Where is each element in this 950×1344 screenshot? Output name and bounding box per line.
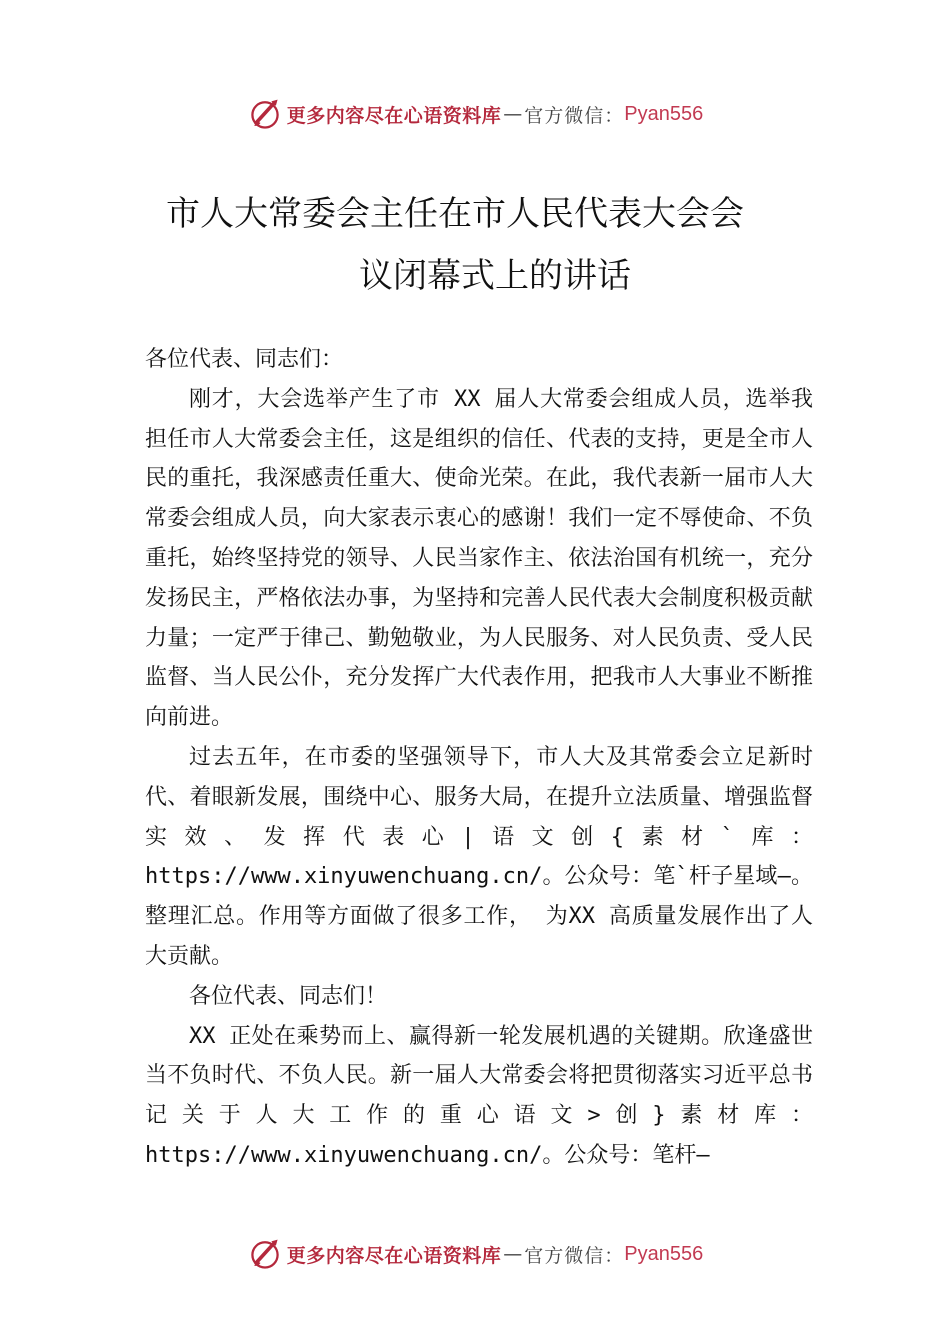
paragraph: 刚才，大会选举产生了市 XX 届人大常委会组成人员，选举我担任市人大常委会主任，这是组织的信任、代表的支持，更是全市人民的重托，我深感责任重大、使命光荣。在此，我代表新一届市人大常委会组成人员，向大家表示衷心的感谢！我们一定不辱使命、不负重托，始终坚持党的领导、人民当家作主、依法治国有机统一，充分发扬民主，严格依法办事，为坚持和完善人民代表大会制度积极贡献力量；一定严于律己、勤勉敬业，为人民服务、对人民负责、受人民监督、当人民公仆，充分发挥广大代表作用，把我市人大事业不断推向前进。 — [145, 386, 813, 731]
footer-wechat-label: 官方微信： — [524, 1244, 625, 1267]
brush-logo-icon — [247, 1236, 283, 1272]
paragraph: 过去五年，在市委的坚强领导下，市人大及其常委会立足新时代、着眼新发展，围绕中心、服务大局，在提升立法质量、增强监督实效、发挥代表心|语文创{素材`库：https://www.xinyuwenchuang.cn/。公众号：笔`杆子星域—。整理汇总。作用等方面做了很多工作， 为XX 高质量发展作出了人大贡献。 — [145, 744, 813, 969]
header-wechat-label: 官方微信： — [524, 104, 625, 127]
footer-watermark — [0, 1234, 950, 1274]
footer-wechat-id: Pyan556 — [624, 1242, 704, 1265]
brush-logo-icon — [247, 96, 283, 132]
header-separator: — — [503, 103, 523, 125]
footer-slogan: 更多内容尽在心语资料库 — [286, 1244, 502, 1267]
document-title-line1: 市人大常委会主任在市人民代表大会会 — [166, 194, 744, 234]
document-body — [145, 340, 813, 1176]
header-wechat-id: Pyan556 — [624, 102, 704, 125]
document-title-line2: 议闭幕式上的讲话 — [359, 256, 631, 296]
salutation: 各位代表、同志们！ — [189, 983, 388, 1009]
salutation: 各位代表、同志们： — [145, 347, 344, 372]
header-watermark — [0, 94, 950, 134]
footer-separator: — — [503, 1243, 523, 1265]
header-slogan: 更多内容尽在心语资料库 — [286, 104, 502, 127]
paragraph: XX 正处在乘势而上、赢得新一轮发展机遇的关键期。欣逢盛世当不负时代、不负人民。新一届人大常委会将把贯彻落实习近平总书记关于人大工作的重心语文>创}素材库：https://www.xinyuwenchuang.cn/。公众号：笔杆— — [145, 1023, 813, 1168]
